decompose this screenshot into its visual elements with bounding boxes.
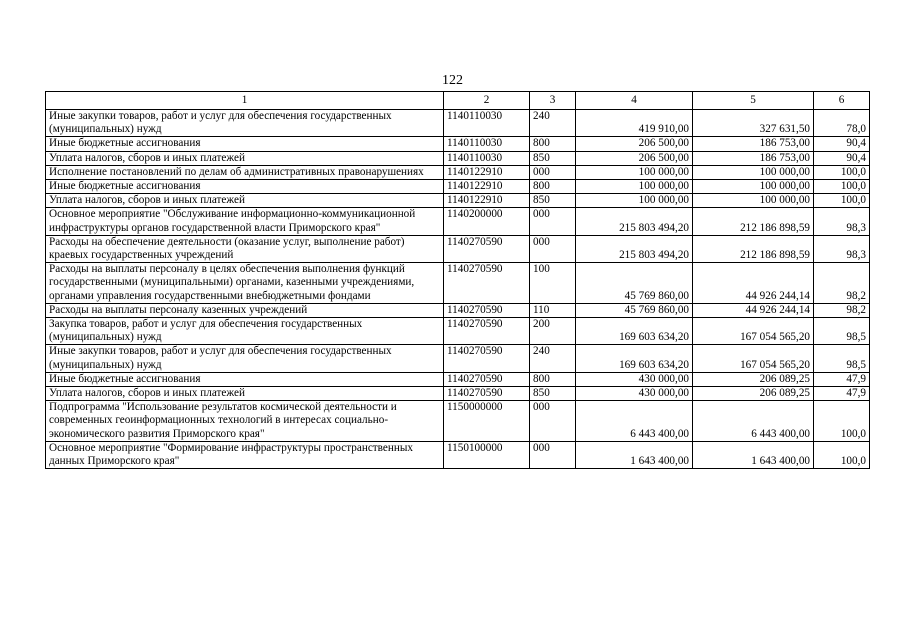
column-header-type: 3	[530, 92, 576, 110]
table-row	[46, 235, 870, 262]
row-planned: 100 000,00	[576, 194, 693, 208]
table-row	[46, 345, 870, 372]
row-planned: 1 643 400,00	[576, 441, 693, 468]
row-code: 1140270590	[444, 372, 530, 386]
table-header-row	[46, 92, 870, 110]
column-header-code: 2	[444, 92, 530, 110]
row-type: 000	[530, 208, 576, 235]
row-percent: 78,0	[814, 110, 870, 137]
row-percent: 100,0	[814, 194, 870, 208]
row-executed: 327 631,50	[693, 110, 814, 137]
row-name: Расходы на выплаты персоналу в целях обеспечения выполнения функций государственными (муниципальными) органами, казенными учреждениями, органами управления государственными внебюджетными фондами	[46, 263, 444, 304]
row-type: 200	[530, 318, 576, 345]
row-type: 000	[530, 401, 576, 442]
row-name: Уплата налогов, сборов и иных платежей	[46, 194, 444, 208]
table-row	[46, 208, 870, 235]
row-executed: 44 926 244,14	[693, 263, 814, 304]
row-executed: 44 926 244,14	[693, 303, 814, 317]
row-code: 1140270590	[444, 235, 530, 262]
row-type: 000	[530, 165, 576, 179]
row-planned: 215 803 494,20	[576, 235, 693, 262]
row-type: 850	[530, 194, 576, 208]
row-name: Закупка товаров, работ и услуг для обеспечения государственных (муниципальных) нужд	[46, 318, 444, 345]
row-percent: 100,0	[814, 180, 870, 194]
row-planned: 419 910,00	[576, 110, 693, 137]
row-percent: 47,9	[814, 372, 870, 386]
row-code: 1140122910	[444, 165, 530, 179]
row-type: 800	[530, 137, 576, 151]
row-executed: 212 186 898,59	[693, 235, 814, 262]
row-percent: 100,0	[814, 165, 870, 179]
row-executed: 100 000,00	[693, 165, 814, 179]
row-code: 1140270590	[444, 303, 530, 317]
page-number: 122	[442, 73, 463, 88]
row-type: 240	[530, 110, 576, 137]
row-type: 000	[530, 235, 576, 262]
row-name: Уплата налогов, сборов и иных платежей	[46, 151, 444, 165]
row-type: 800	[530, 180, 576, 194]
row-executed: 6 443 400,00	[693, 401, 814, 442]
row-planned: 45 769 860,00	[576, 303, 693, 317]
table-row	[46, 180, 870, 194]
row-code: 1140200000	[444, 208, 530, 235]
row-percent: 98,3	[814, 235, 870, 262]
row-code: 1140110030	[444, 110, 530, 137]
row-code: 1150000000	[444, 401, 530, 442]
row-type: 850	[530, 151, 576, 165]
column-header-name: 1	[46, 92, 444, 110]
row-type: 110	[530, 303, 576, 317]
row-executed: 206 089,25	[693, 372, 814, 386]
row-name: Иные бюджетные ассигнования	[46, 372, 444, 386]
row-name: Иные закупки товаров, работ и услуг для обеспечения государственных (муниципальных) нужд	[46, 110, 444, 137]
row-code: 1140270590	[444, 345, 530, 372]
table-row	[46, 110, 870, 137]
row-executed: 212 186 898,59	[693, 208, 814, 235]
row-name: Расходы на выплаты персоналу казенных учреждений	[46, 303, 444, 317]
row-code: 1140110030	[444, 137, 530, 151]
table-row	[46, 263, 870, 304]
row-planned: 169 603 634,20	[576, 345, 693, 372]
row-percent: 90,4	[814, 151, 870, 165]
row-name: Иные бюджетные ассигнования	[46, 180, 444, 194]
row-code: 1140122910	[444, 180, 530, 194]
row-executed: 167 054 565,20	[693, 345, 814, 372]
row-executed: 186 753,00	[693, 151, 814, 165]
table-row	[46, 194, 870, 208]
row-type: 000	[530, 441, 576, 468]
row-planned: 100 000,00	[576, 165, 693, 179]
row-code: 1140122910	[444, 194, 530, 208]
row-code: 1140270590	[444, 318, 530, 345]
row-executed: 100 000,00	[693, 194, 814, 208]
table-row	[46, 318, 870, 345]
row-name: Иные бюджетные ассигнования	[46, 137, 444, 151]
table-row	[46, 165, 870, 179]
row-percent: 98,5	[814, 318, 870, 345]
column-header-percent: 6	[814, 92, 870, 110]
table-row	[46, 137, 870, 151]
row-planned: 206 500,00	[576, 151, 693, 165]
row-type: 240	[530, 345, 576, 372]
row-planned: 215 803 494,20	[576, 208, 693, 235]
table-row	[46, 372, 870, 386]
row-percent: 98,2	[814, 263, 870, 304]
row-planned: 206 500,00	[576, 137, 693, 151]
row-executed: 100 000,00	[693, 180, 814, 194]
row-type: 100	[530, 263, 576, 304]
row-planned: 430 000,00	[576, 387, 693, 401]
row-name: Расходы на обеспечение деятельности (оказание услуг, выполнение работ) краевых государственных учреждений	[46, 235, 444, 262]
row-name: Уплата налогов, сборов и иных платежей	[46, 387, 444, 401]
row-percent: 47,9	[814, 387, 870, 401]
row-planned: 45 769 860,00	[576, 263, 693, 304]
row-name: Основное мероприятие "Обслуживание информационно-коммуникационной инфраструктуры органов государственной власти Приморского края"	[46, 208, 444, 235]
row-percent: 98,5	[814, 345, 870, 372]
row-percent: 98,2	[814, 303, 870, 317]
row-executed: 206 089,25	[693, 387, 814, 401]
budget-execution-table	[45, 91, 870, 469]
row-code: 1140270590	[444, 387, 530, 401]
column-header-executed: 5	[693, 92, 814, 110]
table-row	[46, 401, 870, 442]
row-percent: 90,4	[814, 137, 870, 151]
row-name: Иные закупки товаров, работ и услуг для обеспечения государственных (муниципальных) нужд	[46, 345, 444, 372]
row-code: 1140270590	[444, 263, 530, 304]
row-percent: 100,0	[814, 401, 870, 442]
row-executed: 1 643 400,00	[693, 441, 814, 468]
row-planned: 6 443 400,00	[576, 401, 693, 442]
row-name: Основное мероприятие "Формирование инфраструктуры пространственных данных Приморского края"	[46, 441, 444, 468]
row-type: 850	[530, 387, 576, 401]
table-row	[46, 387, 870, 401]
row-name: Подпрограмма "Использование результатов космической деятельности и современных геоинформационных технологий в интересах социально-экономического развития Приморского края"	[46, 401, 444, 442]
table-row	[46, 303, 870, 317]
table-row	[46, 441, 870, 468]
row-planned: 100 000,00	[576, 180, 693, 194]
column-header-planned: 4	[576, 92, 693, 110]
row-executed: 167 054 565,20	[693, 318, 814, 345]
row-percent: 98,3	[814, 208, 870, 235]
row-code: 1150100000	[444, 441, 530, 468]
table-row	[46, 151, 870, 165]
row-planned: 169 603 634,20	[576, 318, 693, 345]
row-percent: 100,0	[814, 441, 870, 468]
row-planned: 430 000,00	[576, 372, 693, 386]
row-name: Исполнение постановлений по делам об административных правонарушениях	[46, 165, 444, 179]
row-type: 800	[530, 372, 576, 386]
row-code: 1140110030	[444, 151, 530, 165]
row-executed: 186 753,00	[693, 137, 814, 151]
